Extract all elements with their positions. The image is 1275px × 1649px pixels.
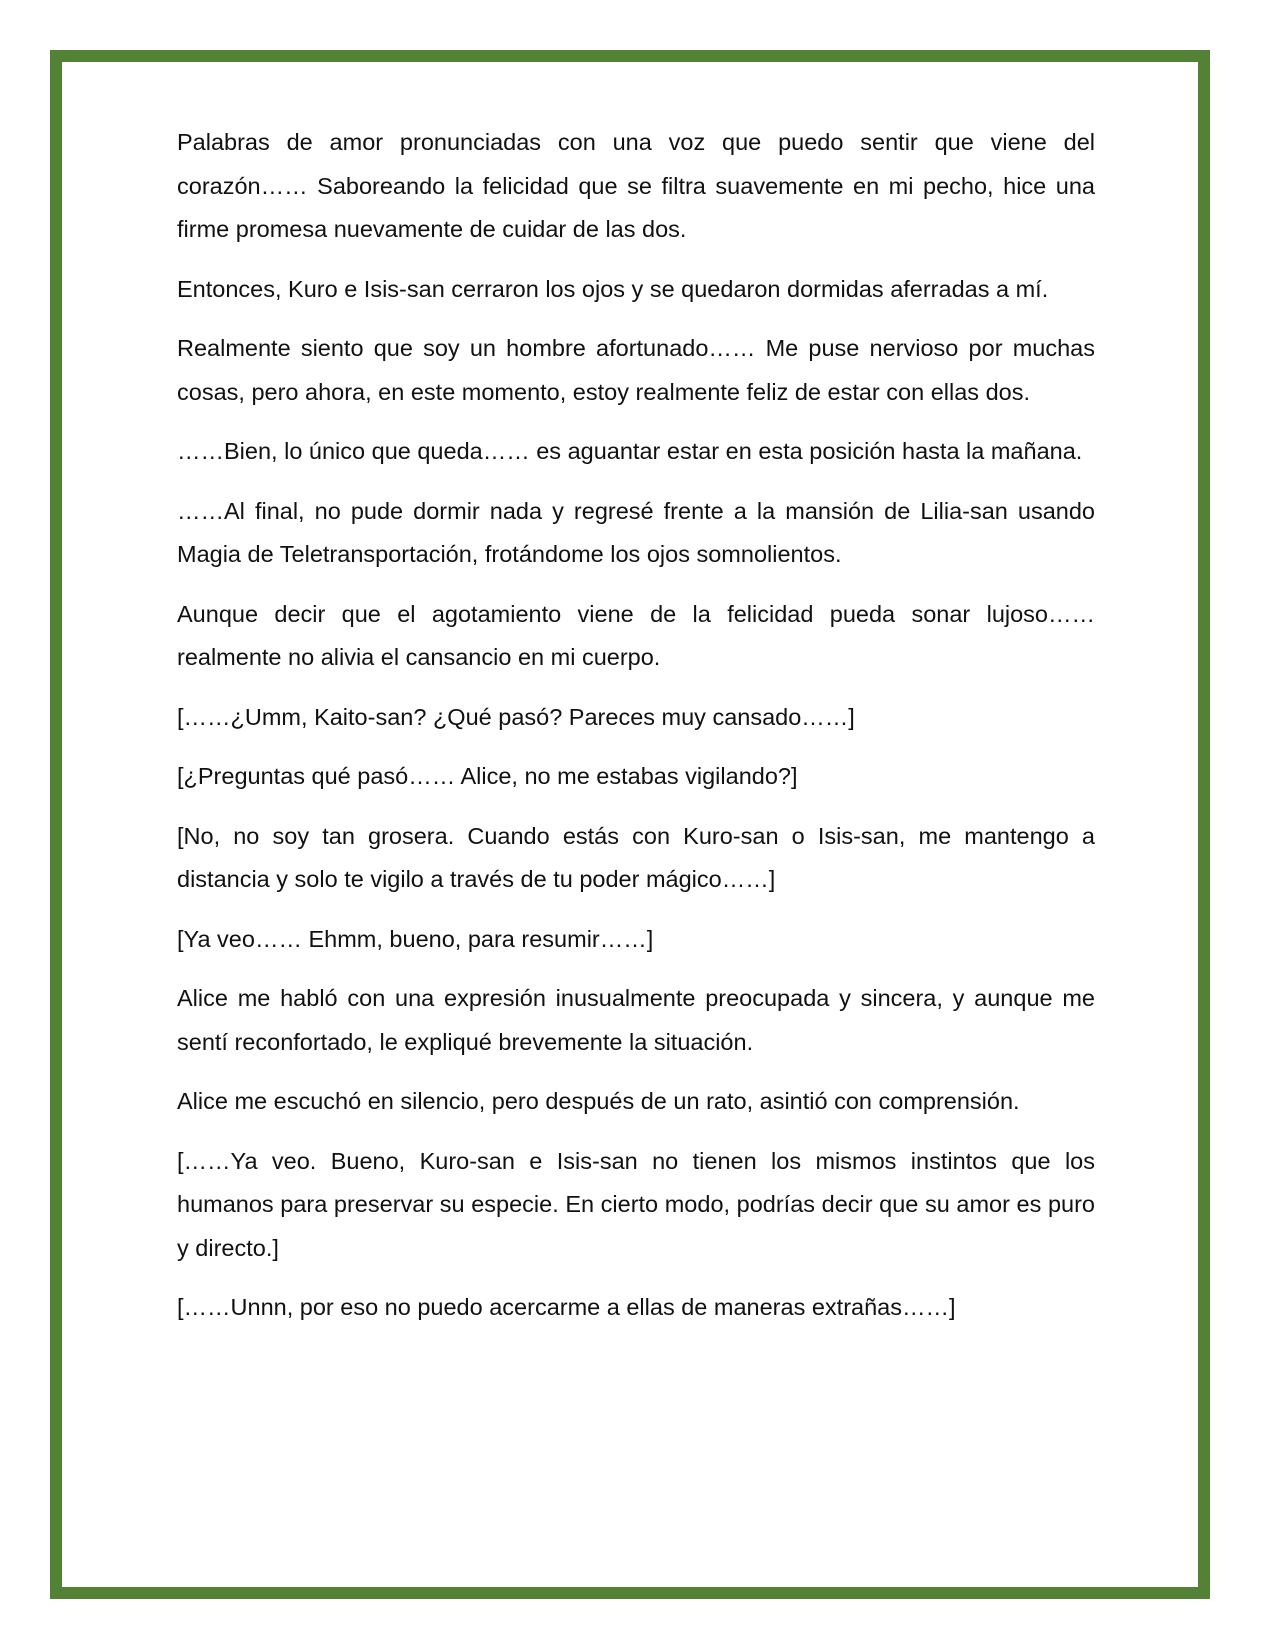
paragraph: Aunque decir que el agotamiento viene de la felicidad pueda sonar lujoso…… realmente no alivia el cansancio en mi cuerpo.: [177, 600, 1095, 670]
dialogue-line: [……¿Umm, Kaito-san? ¿Qué pasó? Pareces muy cansado……]: [177, 703, 855, 730]
paragraph: Alice me habló con una expresión inusualmente preocupada y sincera, y aunque me sentí reconfortado, le expliqué brevemente la situación.: [177, 985, 1095, 1055]
document-body: [177, 121, 1095, 1346]
paragraph: Realmente siento que soy un hombre afortunado…… Me puse nervioso por muchas cosas, pero ahora, en este momento, estoy realmente feliz de estar con ellas dos.: [177, 335, 1095, 405]
dialogue-line: [No, no soy tan grosera. Cuando estás con Kuro-san o Isis-san, me mantengo a distancia y solo te vigilo a través de tu poder mágico……]: [177, 822, 1095, 892]
paragraph: ……Al final, no pude dormir nada y regresé frente a la mansión de Lilia-san usando Magia de Teletransportación, frotándome los ojos somnolientos.: [177, 497, 1095, 567]
paragraph: Palabras de amor pronunciadas con una voz que puedo sentir que viene del corazón…… Saboreando la felicidad que se filtra suavemente en mi pecho, hice una firme promesa nuevamente de cuidar de las dos.: [177, 129, 1095, 242]
dialogue-line: [……Ya veo. Bueno, Kuro-san e Isis-san no tienen los mismos instintos que los humanos para preservar su especie. En cierto modo, podrías decir que su amor es puro y directo.]: [177, 1147, 1095, 1261]
paragraph: Entonces, Kuro e Isis-san cerraron los ojos y se quedaron dormidas aferradas a mí.: [177, 275, 1049, 302]
dialogue-line: [¿Preguntas qué pasó…… Alice, no me estabas vigilando?]: [177, 763, 798, 789]
paragraph: Alice me escuchó en silencio, pero después de un rato, asintió con comprensión.: [177, 1088, 1020, 1114]
dialogue-line: [……Unnn, por eso no puedo acercarme a ellas de maneras extrañas……]: [177, 1294, 956, 1320]
paragraph: ……Bien, lo único que queda…… es aguantar estar en esta posición hasta la mañana.: [177, 438, 1083, 464]
dialogue-line: [Ya veo…… Ehmm, bueno, para resumir……]: [177, 925, 654, 952]
